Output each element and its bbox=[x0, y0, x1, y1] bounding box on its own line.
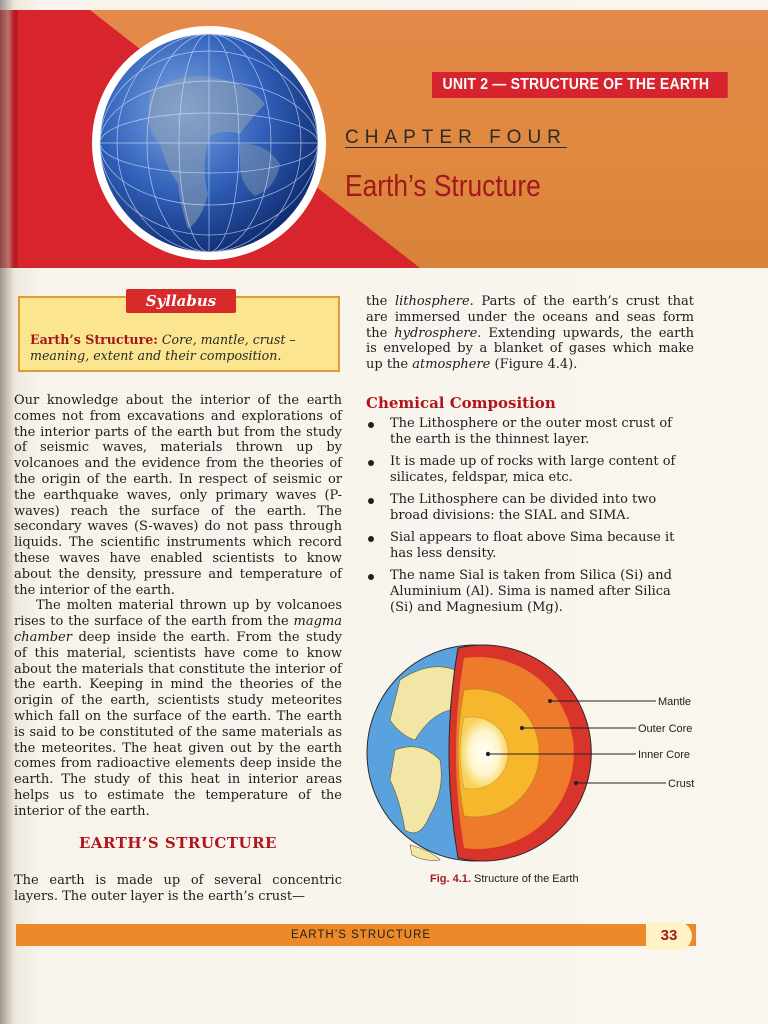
chapter-header bbox=[0, 10, 768, 268]
section-heading-earths-structure: EARTH’S STRUCTURE bbox=[78, 834, 277, 852]
label-mantle: Mantle bbox=[658, 696, 692, 708]
chemical-composition-list bbox=[366, 416, 696, 622]
syllabus-lead: Earth’s Structure: bbox=[30, 332, 158, 347]
paragraph-interior-knowledge: Our knowledge about the interior of the earth comes not from excavations and explorations of the interior parts of the earth but from the study of seismic waves, materials thrown up by volcanoes and the evidence from the theories of the origin of the earth. In respect of seismic or the earthquake waves, only primary waves (P-waves) reach the surface of the earth. The secondary waves (S-waves) do not pass through liquids. The scientific instruments which record these waves have enabled scientists to know about the density, pressure and temperature of the interior of the earth. bbox=[14, 393, 342, 598]
syllabus-tag: Syllabus bbox=[126, 289, 236, 313]
syllabus-text bbox=[30, 332, 330, 364]
p1-b: . Parts of the earth’s crust that are immersed under the oceans and seas form the bbox=[366, 294, 694, 341]
p1-a: the bbox=[366, 294, 395, 309]
book-spine-shadow bbox=[0, 0, 14, 1024]
label-outer-core: Outer Core bbox=[638, 723, 693, 735]
figure-caption bbox=[430, 873, 579, 885]
list-item: The Lithosphere can be divided into two broad divisions: the SIAL and SIMA. bbox=[366, 492, 696, 524]
unit-banner: UNIT 2 — STRUCTURE OF THE EARTH bbox=[432, 72, 728, 98]
paragraph-molten-material bbox=[14, 598, 342, 819]
label-inner-core: Inner Core bbox=[638, 749, 690, 761]
right-column-intro bbox=[366, 294, 694, 373]
term-atmosphere: atmosphere bbox=[412, 357, 491, 373]
label-crust: Crust bbox=[668, 778, 695, 790]
globe-image bbox=[90, 24, 328, 262]
p1-d: (Figure 4.4). bbox=[490, 357, 578, 373]
left-column bbox=[14, 393, 342, 820]
section-heading-chemical-composition: Chemical Composition bbox=[366, 394, 556, 412]
syllabus-box bbox=[18, 292, 340, 372]
footer-title: EARTH’S STRUCTURE bbox=[290, 929, 432, 941]
page-footer bbox=[16, 924, 696, 946]
chapter-number: CHAPTER FOUR bbox=[345, 127, 567, 148]
page-number: 33 bbox=[646, 922, 692, 950]
paragraph-concentric-layers: The earth is made up of several concentric layers. The outer layer is the earth’s crust— bbox=[14, 873, 342, 904]
term-magma-chamber: magma chamber bbox=[14, 614, 342, 645]
list-item: The name Sial is taken from Silica (Si) and Aluminium (Al). Sima is named after Silica (Si) and Magnesium (Mg). bbox=[366, 568, 696, 616]
syllabus-body: Core, mantle, crust – meaning, extent and their composition. bbox=[30, 332, 296, 363]
figure-caption-text: Structure of the Earth bbox=[474, 873, 579, 885]
term-hydrosphere: hydrosphere bbox=[394, 325, 478, 341]
list-item: The Lithosphere or the outer most crust of the earth is the thinnest layer. bbox=[366, 416, 696, 448]
para2-start: The molten material thrown up by volcanoes rises to the surface of the earth from the bbox=[14, 598, 342, 630]
list-item: It is made up of rocks with large content of silicates, feldspar, mica etc. bbox=[366, 454, 696, 486]
para2-end: deep inside the earth. From the study of this material, scientists have come to know about the materials that constitute the interior of the earth. Keeping in mind the theories of the origin of the earth, scientists study meteorites which fall on the surface of the earth. The earth is said to be constituted of the same materials as the meteorites. The heat given out by the earth comes from radioactive elements deep inside the earth. The study of this heat in interior areas helps us to estimate the temperature of the interior of the earth. bbox=[14, 629, 342, 819]
p1-c: . Extending upwards, the earth is enveloped by a blanket of gases which make up the bbox=[366, 325, 694, 373]
earth-structure-diagram bbox=[360, 640, 720, 890]
chapter-title: Earth’s Structure bbox=[345, 168, 541, 203]
list-item: Sial appears to float above Sima because it has less density. bbox=[366, 530, 696, 562]
paragraph-spheres bbox=[366, 294, 694, 373]
figure-number: Fig. 4.1. bbox=[430, 873, 471, 885]
term-lithosphere: lithosphere bbox=[394, 294, 470, 309]
